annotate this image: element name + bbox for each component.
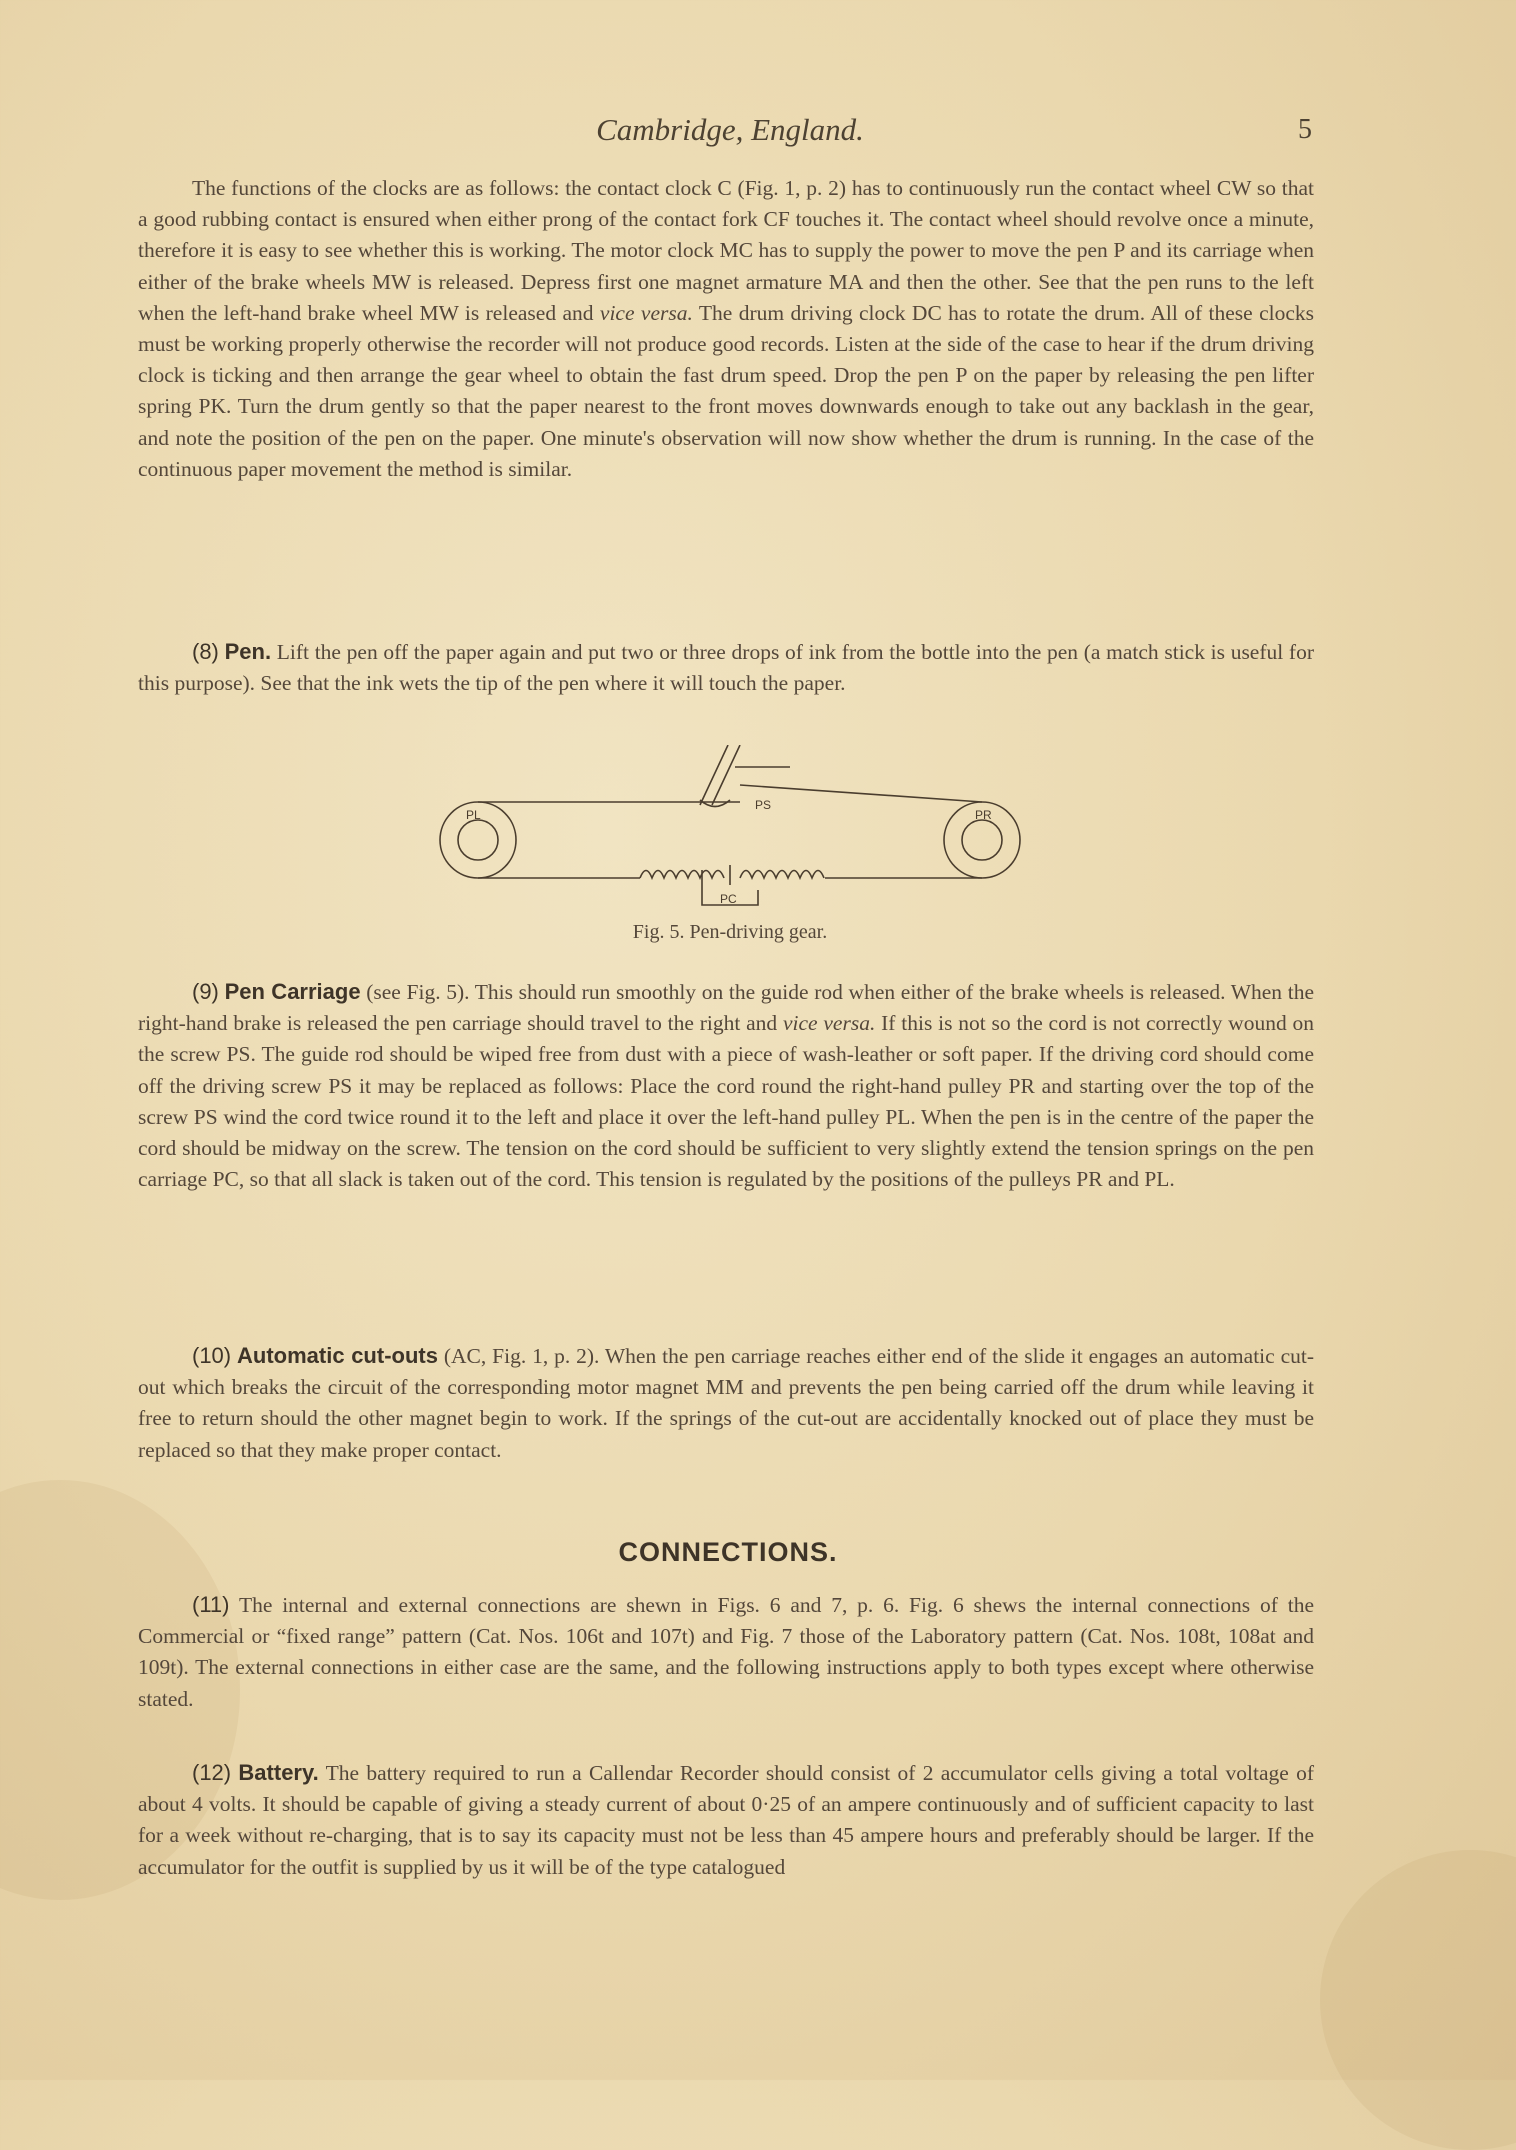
paragraph-text: The internal and external connections are shewn in Figs. 6 and 7, p. 6. Fig. 6 shews the internal connections of the Commercial or “fixed range” pattern (Cat. Nos. 106t and 107t) and Fig. 7 those of the Laboratory pattern (Cat. Nos. 108t, 108at and 109t). The external connections in either case are the same, and the following instructions apply to both types except where otherwise stated. bbox=[138, 1593, 1314, 1711]
paper-stain bbox=[1320, 1850, 1516, 2150]
paragraph-number: (11) bbox=[192, 1592, 230, 1617]
paragraph-automatic-cut-outs bbox=[138, 1340, 1314, 1466]
paragraph-clock-functions bbox=[138, 173, 1314, 485]
paragraph-heading: Pen Carriage bbox=[224, 979, 361, 1004]
running-title: Cambridge, England. bbox=[596, 112, 864, 147]
paragraph-text: The battery required to run a Callendar Recorder should consist of 2 accumulator cells giving a total voltage of about 4 volts. It should be capable of giving a steady current of about 0·25 of an ampere continuously and of sufficient capacity to last for a week without re-charging, that is to say its capacity must not be less than 45 ampere hours and preferably should be larger. If the accumulator for the outfit is supplied by us it will be of the type catalogued bbox=[138, 1761, 1315, 1879]
label-pl: PL bbox=[466, 808, 481, 822]
italic-phrase: vice versa. bbox=[599, 300, 693, 325]
paragraph-pen bbox=[138, 636, 1314, 699]
paragraph-text: Lift the pen off the paper again and put two or three drops of ink from the bottle into the pen (a match stick is useful for this purpose). See that the ink wets the tip of the pen where it will touch the paper. bbox=[138, 640, 1314, 696]
label-pr: PR bbox=[975, 808, 992, 822]
italic-phrase: vice versa. bbox=[782, 1011, 876, 1036]
paragraph-heading: Battery. bbox=[238, 1760, 319, 1785]
left-tension-spring bbox=[640, 871, 724, 879]
paragraph-pen-carriage bbox=[138, 976, 1314, 1195]
right-pulley-hub bbox=[962, 820, 1002, 860]
paragraph-text: The drum driving clock DC has to rotate the drum. All of these clocks must be working properly otherwise the recorder will not produce good records. Listen at the side of the case to hear if the drum driving clock is ticking and then arrange the gear wheel to obtain the fast drum speed. Drop the pen P on the paper by releasing the pen lifter spring PK. Turn the drum gently so that the paper nearest to the front moves downwards enough to take out any backlash in the gear, and note the position of the pen on the paper. One minute's observation will now show whether the drum is running. In the case of the continuous paper movement the method is similar. bbox=[138, 300, 1315, 481]
paragraph-text: (AC, Fig. 1, p. 2). When the pen carriage reaches either end of the slide it engages an automatic cut-out which breaks the circuit of the corresponding motor magnet MM and prevents the pen being carried off the drum while leaving it free to return should the other magnet begin to work. If the springs of the cut-out are accidentally knocked out of place they must be replaced so that they make proper contact. bbox=[138, 1344, 1314, 1462]
label-pc: PC bbox=[720, 892, 737, 906]
paragraph-number: (8) bbox=[192, 639, 219, 664]
paragraph-connections bbox=[138, 1589, 1314, 1715]
right-tension-spring bbox=[740, 871, 824, 879]
section-heading-connections: CONNECTIONS. bbox=[618, 1537, 838, 1567]
upper-cord-right bbox=[740, 785, 982, 802]
driving-screw bbox=[700, 745, 740, 807]
paragraph-text: (see Fig. 5). This should run smoothly on the guide rod when either of the brake wheels is released. When the right-hand brake is released the pen carriage should travel to the right and bbox=[138, 980, 1314, 1036]
page-header bbox=[0, 112, 1516, 152]
pen-driving-gear-figure bbox=[430, 745, 1030, 915]
paragraph-number: (10) bbox=[192, 1343, 232, 1368]
paragraph-heading: Pen. bbox=[224, 639, 272, 664]
paragraph-battery bbox=[138, 1757, 1314, 1883]
label-ps: PS bbox=[755, 798, 772, 812]
paragraph-heading: Automatic cut-outs bbox=[237, 1343, 438, 1368]
page-number: 5 bbox=[1298, 114, 1312, 145]
left-pulley-hub bbox=[458, 820, 498, 860]
figure-caption: Fig. 5. Pen-driving gear. bbox=[632, 921, 828, 943]
paragraph-text: If this is not so the cord is not correctly wound on the screw PS. The guide rod should be wiped free from dust with a piece of wash-leather or soft paper. If the driving cord should come off the driving screw PS it may be replaced as follows: Place the cord round the right-hand pulley PR and starting over the top of the screw PS wind the cord twice round it to the left and place it over the left-hand pulley PL. When the pen is in the centre of the paper the cord should be midway on the screw. The tension on the cord should be sufficient to very slightly extend the tension springs on the pen carriage PC, so that all slack is taken out of the cord. This tension is regulated by the positions of the pulleys PR and PL. bbox=[138, 1011, 1314, 1192]
paragraph-text: The functions of the clocks are as follows: the contact clock C (Fig. 1, p. 2) has to continuously run the contact wheel CW so that a good rubbing contact is ensured when either prong of the contact fork CF touches it. The contact wheel should revolve once a minute, therefore it is easy to see whether this is working. The motor clock MC has to supply the power to move the pen P and its carriage when either of the brake wheels MW is released. Depress first one magnet armature MA and then the other. See that the pen runs to the left when the left-hand brake wheel MW is released and bbox=[138, 176, 1314, 325]
paragraph-number: (12) bbox=[192, 1760, 232, 1785]
paragraph-number: (9) bbox=[192, 979, 219, 1004]
